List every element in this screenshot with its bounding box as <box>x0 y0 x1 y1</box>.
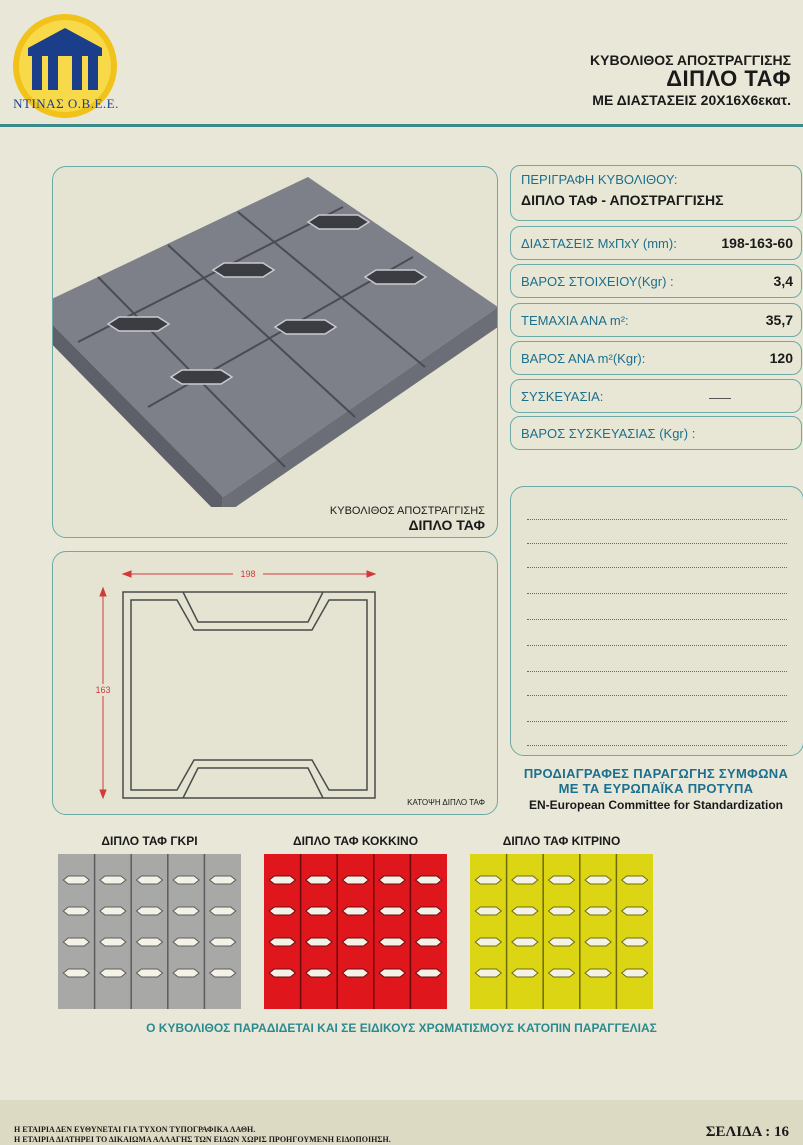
spec-value: 35,7 <box>765 312 793 328</box>
drain-opening <box>137 876 163 884</box>
drain-opening <box>475 876 501 884</box>
drain-opening <box>512 938 538 946</box>
plan-width-label: 198 <box>240 569 256 579</box>
disclaimer-line2: Η ΕΤΑΙΡΙΑ ΔΙΑΤΗΡΕΙ ΤΟ ΔΙΚΑΙΩΜΑ ΑΛΛΑΓΗΣ ΤΩΝ ΕΙΔΩΝ ΧΩΡΙΣ ΠΡΟΗΓΟΥΜΕΝΗ ΕΙΔΟΠΟΙΗΣΗ. <box>14 1135 391 1144</box>
paving-sample-grey <box>58 854 241 1009</box>
header-title-line3: ΜΕ ΔΙΑΣΤΑΣΕΙΣ 20Χ16Χ6εκατ. <box>592 92 791 108</box>
note-line <box>527 645 787 646</box>
drain-opening <box>549 876 575 884</box>
note-line <box>527 721 787 722</box>
drain-opening <box>622 969 648 977</box>
drain-opening <box>306 969 332 977</box>
drain-opening <box>210 969 236 977</box>
drain-opening <box>379 876 405 884</box>
drain-opening <box>63 876 89 884</box>
spec-label: ΒΑΡΟΣ ΑΝΑ m²(Kgr): <box>521 351 646 366</box>
drain-opening <box>173 938 199 946</box>
drain-opening <box>63 907 89 915</box>
spec-label: ΤΕΜΑΧΙΑ ΑΝΑ m²: <box>521 313 629 328</box>
drain-opening <box>100 969 126 977</box>
note-line <box>527 543 787 544</box>
drain-opening <box>137 938 163 946</box>
page-number: ΣΕΛΙΔΑ : 16 <box>705 1124 789 1140</box>
header-title-line2: ΔΙΠΛΟ ΤΑΦ <box>666 66 791 91</box>
note-line <box>527 619 787 620</box>
spec-row-packaging <box>510 379 802 413</box>
plan-view-drawing <box>53 552 497 814</box>
spec-row-weight-per-m2 <box>510 341 802 375</box>
product-caption-line2: ΔΙΠΛΟ ΤΑΦ <box>408 517 485 533</box>
plan-view-panel <box>52 551 498 815</box>
description-label: ΠΕΡΙΓΡΑΦΗ ΚΥΒΟΛΙΘΟΥ: <box>521 172 678 187</box>
spec-label: ΣΥΣΚΕΥΑΣΙΑ: <box>521 389 604 404</box>
drain-opening <box>173 969 199 977</box>
paving-sample-red <box>264 854 447 1009</box>
drain-opening <box>306 907 332 915</box>
drain-opening <box>549 938 575 946</box>
drain-opening <box>173 907 199 915</box>
spec-label: ΔΙΑΣΤΑΣΕΙΣ ΜxΠxΥ (mm): <box>521 236 677 251</box>
drain-opening <box>210 876 236 884</box>
standards-block <box>510 766 802 812</box>
drain-opening <box>343 938 369 946</box>
drain-opening <box>416 907 442 915</box>
note-line <box>527 671 787 672</box>
drain-opening <box>173 876 199 884</box>
drain-opening <box>210 907 236 915</box>
drain-opening <box>379 938 405 946</box>
drain-opening <box>475 938 501 946</box>
notes-panel <box>510 486 803 756</box>
drain-opening <box>269 938 295 946</box>
drain-opening <box>512 876 538 884</box>
drain-opening <box>585 907 611 915</box>
standards-line2: ΜΕ ΤΑ ΕΥΡΩΠΑΪΚΑ ΠΡΟΤΥΠΑ <box>558 781 754 796</box>
drain-opening <box>416 876 442 884</box>
drain-opening <box>622 907 648 915</box>
drain-opening <box>306 876 332 884</box>
drain-opening <box>416 969 442 977</box>
drain-opening <box>343 876 369 884</box>
drain-opening <box>269 969 295 977</box>
header-title-line1: ΚΥΒΟΛΙΘΟΣ ΑΠΟΣΤΡΑΓΓΙΣΗΣ <box>590 52 791 68</box>
spec-row-package-weight <box>510 416 802 450</box>
product-image-panel <box>52 166 498 538</box>
drain-opening <box>622 876 648 884</box>
standards-line3: EN-European Committee for Standardization <box>528 798 784 812</box>
spec-label: ΒΑΡΟΣ ΣΤΟΙΧΕΙΟΥ(Kgr) : <box>521 274 674 289</box>
note-line <box>527 593 787 594</box>
paving-sample-yellow <box>470 854 653 1009</box>
spec-row-dimensions <box>510 226 802 260</box>
spec-row-pieces-per-m2 <box>510 303 802 337</box>
spec-value: 3,4 <box>773 273 793 289</box>
variant-label-grey: ΔΙΠΛΟ ΤΑΦ ΓΚΡΙ <box>101 834 198 848</box>
drain-opening <box>137 969 163 977</box>
note-line <box>527 567 787 568</box>
company-name: ΝΤΙΝΑΣ Ο.Β.Ε.Ε. <box>13 96 119 111</box>
drain-opening <box>512 907 538 915</box>
colors-note: Ο ΚΥΒΟΛΙΘΟΣ ΠΑΡΑΔΙΔΕΤΑΙ ΚΑΙ ΣΕ ΕΙΔΙΚΟΥΣ ΧΡΩΜΑΤΙΣΜΟΥΣ ΚΑΤΟΠΙΝ ΠΑΡΑΓΓΕΛΙΑΣ <box>146 1021 657 1035</box>
drain-opening <box>63 969 89 977</box>
drain-opening <box>549 969 575 977</box>
drain-opening <box>585 876 611 884</box>
standards-line1: ΠΡΟΔΙΑΓΡΑΦΕΣ ΠΑΡΑΓΩΓΗΣ ΣΥΜΦΩΝΑ <box>523 766 789 781</box>
drain-opening <box>63 938 89 946</box>
drain-opening <box>306 938 332 946</box>
drain-opening <box>549 907 575 915</box>
drain-opening <box>137 907 163 915</box>
variant-label-yellow: ΔΙΠΛΟ ΤΑΦ ΚΙΤΡΙΝΟ <box>502 834 621 848</box>
drain-opening <box>343 969 369 977</box>
drain-opening <box>585 969 611 977</box>
spec-label: ΒΑΡΟΣ ΣΥΣΚΕΥΑΣΙΑΣ (Kgr) : <box>521 426 696 441</box>
drain-opening <box>416 938 442 946</box>
note-line <box>527 519 787 520</box>
paver-3d-illustration <box>53 167 497 507</box>
header-divider <box>0 124 803 127</box>
spec-value: 198-163-60 <box>721 235 793 251</box>
note-line <box>527 745 787 746</box>
note-line <box>527 695 787 696</box>
drain-opening <box>475 969 501 977</box>
drain-opening <box>210 938 236 946</box>
disclaimer-line1: Η ΕΤΑΙΡΙΑ ΔΕΝ ΕΥΘΥΝΕΤΑΙ ΓΙΑ ΤΥΧΟΝ ΤΥΠΟΓΡΑΦΙΚΑ ΛΑΘΗ. <box>14 1125 256 1134</box>
packaging-dash <box>709 398 731 399</box>
drain-opening <box>100 938 126 946</box>
drain-opening <box>622 938 648 946</box>
drain-opening <box>100 907 126 915</box>
description-box <box>510 165 802 221</box>
drain-opening <box>379 969 405 977</box>
description-value: ΔΙΠΛΟ ΤΑΦ - ΑΠΟΣΤΡΑΓΓΙΣΗΣ <box>521 192 724 208</box>
drain-opening <box>343 907 369 915</box>
variant-label-red: ΔΙΠΛΟ ΤΑΦ ΚΟΚΚΙΝΟ <box>292 834 419 848</box>
drain-opening <box>512 969 538 977</box>
plan-caption: ΚΑΤΟΨΗ ΔΙΠΛΟ ΤΑΦ <box>407 798 485 807</box>
spec-row-unit-weight <box>510 264 802 298</box>
drain-opening <box>585 938 611 946</box>
drain-opening <box>100 876 126 884</box>
drain-opening <box>269 876 295 884</box>
drain-opening <box>379 907 405 915</box>
drain-opening <box>475 907 501 915</box>
drain-opening <box>269 907 295 915</box>
product-caption-line1: ΚΥΒΟΛΙΘΟΣ ΑΠΟΣΤΡΑΓΓΙΣΗΣ <box>329 505 485 517</box>
spec-value: 120 <box>769 350 793 366</box>
plan-height-label: 163 <box>95 685 111 695</box>
